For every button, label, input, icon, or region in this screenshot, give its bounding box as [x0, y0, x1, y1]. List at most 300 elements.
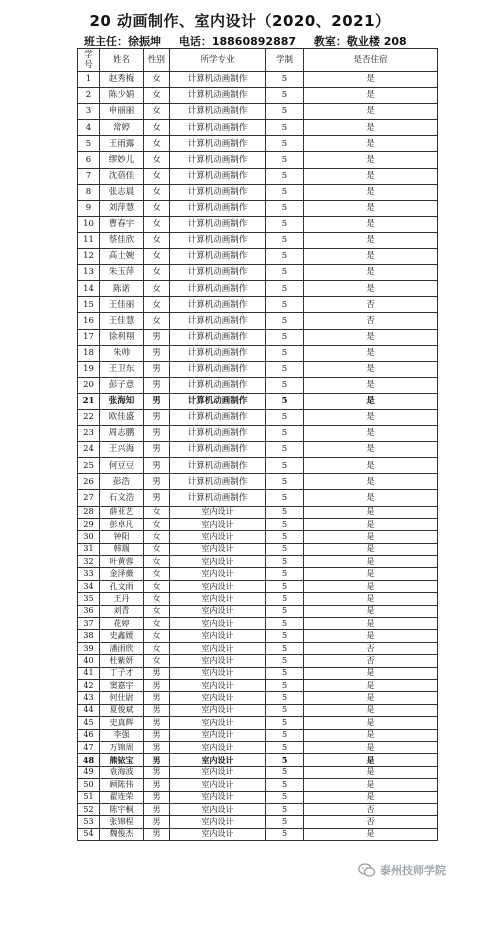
cell-major: 计算机动画制作: [170, 281, 266, 297]
cell-duration: 5: [266, 442, 304, 458]
cell-major: 室内设计: [170, 667, 266, 679]
cell-boarding: 是: [304, 442, 438, 458]
cell-duration: 5: [266, 531, 304, 543]
cell-duration: 5: [266, 297, 304, 313]
cell-gender: 女: [144, 556, 170, 568]
table-row: [78, 249, 438, 265]
cell-student-id: 38: [78, 630, 100, 642]
cell-name: 彭卓凡: [100, 518, 144, 530]
cell-major: 室内设计: [170, 803, 266, 815]
cell-major: 室内设计: [170, 605, 266, 617]
cell-major: 计算机动画制作: [170, 152, 266, 168]
cell-gender: 女: [144, 281, 170, 297]
cell-name: 陈少娟: [100, 88, 144, 104]
cell-duration: 5: [266, 345, 304, 361]
cell-gender: 男: [144, 791, 170, 803]
cell-duration: 5: [266, 704, 304, 716]
table-row: [78, 104, 438, 120]
cell-major: 室内设计: [170, 791, 266, 803]
cell-boarding: 否: [304, 297, 438, 313]
cell-gender: 男: [144, 692, 170, 704]
table-row: [78, 531, 438, 543]
cell-gender: 女: [144, 605, 170, 617]
cell-student-id: 30: [78, 531, 100, 543]
cell-student-id: 51: [78, 791, 100, 803]
cell-name: 万锦周: [100, 741, 144, 753]
cell-gender: 女: [144, 249, 170, 265]
cell-gender: 女: [144, 313, 170, 329]
cell-boarding: 是: [304, 630, 438, 642]
cell-name: 窦嘉宇: [100, 680, 144, 692]
cell-duration: 5: [266, 518, 304, 530]
cell-gender: 男: [144, 409, 170, 425]
cell-duration: 5: [266, 393, 304, 409]
cell-major: 室内设计: [170, 741, 266, 753]
cell-name: 张锦程: [100, 816, 144, 828]
cell-boarding: 是: [304, 120, 438, 136]
cell-boarding: 是: [304, 458, 438, 474]
cell-name: 刘青: [100, 605, 144, 617]
cell-gender: 女: [144, 136, 170, 152]
cell-student-id: 31: [78, 543, 100, 555]
cell-name: 史真辉: [100, 717, 144, 729]
cell-name: 朱玉萍: [100, 265, 144, 281]
cell-student-id: 41: [78, 667, 100, 679]
cell-duration: 5: [266, 642, 304, 654]
cell-major: 计算机动画制作: [170, 361, 266, 377]
cell-boarding: 否: [304, 313, 438, 329]
class-info: [84, 33, 474, 49]
cell-gender: 女: [144, 184, 170, 200]
cell-major: 计算机动画制作: [170, 136, 266, 152]
cell-boarding: 是: [304, 779, 438, 791]
cell-major: 室内设计: [170, 518, 266, 530]
cell-gender: 男: [144, 442, 170, 458]
table-row: [78, 655, 438, 667]
table-row: [78, 313, 438, 329]
table-row: [78, 426, 438, 442]
cell-student-id: 9: [78, 200, 100, 216]
table-row: [78, 543, 438, 555]
cell-student-id: 27: [78, 490, 100, 506]
cell-student-id: 28: [78, 506, 100, 518]
cell-student-id: 11: [78, 232, 100, 248]
cell-major: 室内设计: [170, 816, 266, 828]
student-id-header-char2: 号: [84, 60, 93, 70]
cell-student-id: 40: [78, 655, 100, 667]
table-row: [78, 490, 438, 506]
cell-student-id: 54: [78, 828, 100, 840]
cell-major: 计算机动画制作: [170, 329, 266, 345]
cell-boarding: 是: [304, 531, 438, 543]
teacher-label: 班主任：徐振坤: [84, 35, 161, 48]
table-row: [78, 593, 438, 605]
classroom-label: 教室：敬业楼 208: [313, 35, 407, 48]
cell-name: 魏俊杰: [100, 828, 144, 840]
cell-gender: 男: [144, 393, 170, 409]
cell-name: 花婷: [100, 618, 144, 630]
cell-duration: 5: [266, 803, 304, 815]
cell-student-id: 29: [78, 518, 100, 530]
cell-name: 顾陈伟: [100, 779, 144, 791]
cell-name: 赵秀梅: [100, 72, 144, 88]
cell-student-id: 25: [78, 458, 100, 474]
cell-major: 计算机动画制作: [170, 168, 266, 184]
cell-duration: 5: [266, 281, 304, 297]
cell-student-id: 22: [78, 409, 100, 425]
cell-student-id: 15: [78, 297, 100, 313]
column-header-name: 姓名: [100, 49, 144, 72]
cell-student-id: 3: [78, 104, 100, 120]
cell-student-id: 20: [78, 377, 100, 393]
cell-duration: 5: [266, 717, 304, 729]
cell-duration: 5: [266, 232, 304, 248]
table-row: [78, 393, 438, 409]
cell-name: 欧佳盛: [100, 409, 144, 425]
cell-student-id: 4: [78, 120, 100, 136]
cell-student-id: 17: [78, 329, 100, 345]
cell-student-id: 49: [78, 766, 100, 778]
cell-major: 计算机动画制作: [170, 377, 266, 393]
cell-major: 计算机动画制作: [170, 442, 266, 458]
table-row: [78, 442, 438, 458]
cell-duration: 5: [266, 458, 304, 474]
cell-name: 陈宇桐: [100, 803, 144, 815]
cell-name: 申丽丽: [100, 104, 144, 120]
cell-name: 朱帅: [100, 345, 144, 361]
cell-name: 孔文雨: [100, 580, 144, 592]
cell-student-id: 39: [78, 642, 100, 654]
cell-student-id: 8: [78, 184, 100, 200]
cell-boarding: 是: [304, 729, 438, 741]
cell-student-id: 35: [78, 593, 100, 605]
cell-gender: 男: [144, 426, 170, 442]
table-row: [78, 281, 438, 297]
cell-duration: 5: [266, 741, 304, 753]
cell-name: 陈诺: [100, 281, 144, 297]
cell-gender: 女: [144, 630, 170, 642]
table-row: [78, 265, 438, 281]
cell-major: 计算机动画制作: [170, 313, 266, 329]
cell-name: 杜紫妍: [100, 655, 144, 667]
cell-boarding: 是: [304, 72, 438, 88]
cell-student-id: 5: [78, 136, 100, 152]
cell-major: 计算机动画制作: [170, 265, 266, 281]
cell-student-id: 7: [78, 168, 100, 184]
cell-name: 王丹: [100, 593, 144, 605]
cell-gender: 女: [144, 200, 170, 216]
cell-duration: 5: [266, 426, 304, 442]
table-row: [78, 816, 438, 828]
cell-student-id: 45: [78, 717, 100, 729]
cell-duration: 5: [266, 120, 304, 136]
cell-gender: 女: [144, 506, 170, 518]
cell-boarding: 否: [304, 816, 438, 828]
table-row: [78, 741, 438, 753]
cell-boarding: 否: [304, 642, 438, 654]
cell-gender: 女: [144, 568, 170, 580]
cell-name: 钟阳: [100, 531, 144, 543]
cell-boarding: 是: [304, 361, 438, 377]
cell-gender: 男: [144, 490, 170, 506]
table-row: [78, 704, 438, 716]
cell-name: 王雨露: [100, 136, 144, 152]
cell-duration: 5: [266, 184, 304, 200]
cell-duration: 5: [266, 506, 304, 518]
cell-name: 王佳丽: [100, 297, 144, 313]
table-row: [78, 409, 438, 425]
cell-boarding: 否: [304, 655, 438, 667]
cell-duration: 5: [266, 605, 304, 617]
cell-duration: 5: [266, 72, 304, 88]
column-header-duration: 学制: [266, 49, 304, 72]
cell-gender: 男: [144, 667, 170, 679]
cell-boarding: 是: [304, 88, 438, 104]
cell-boarding: 是: [304, 232, 438, 248]
cell-major: 计算机动画制作: [170, 426, 266, 442]
cell-duration: 5: [266, 655, 304, 667]
cell-major: 室内设计: [170, 531, 266, 543]
cell-name: 王佳慧: [100, 313, 144, 329]
cell-major: 室内设计: [170, 828, 266, 840]
cell-name: 沈蓓佳: [100, 168, 144, 184]
cell-major: 室内设计: [170, 642, 266, 654]
table-row: [78, 361, 438, 377]
cell-boarding: 是: [304, 329, 438, 345]
cell-gender: 男: [144, 345, 170, 361]
cell-duration: 5: [266, 618, 304, 630]
cell-gender: 女: [144, 543, 170, 555]
cell-major: 室内设计: [170, 655, 266, 667]
wechat-logo-icon: [358, 863, 376, 878]
cell-gender: 男: [144, 754, 170, 766]
cell-major: 室内设计: [170, 543, 266, 555]
cell-student-id: 26: [78, 474, 100, 490]
cell-boarding: 是: [304, 281, 438, 297]
cell-duration: 5: [266, 200, 304, 216]
cell-duration: 5: [266, 580, 304, 592]
cell-student-id: 13: [78, 265, 100, 281]
cell-student-id: 46: [78, 729, 100, 741]
cell-student-id: 1: [78, 72, 100, 88]
cell-name: 熊铱宝: [100, 754, 144, 766]
table-row: [78, 168, 438, 184]
table-row: [78, 216, 438, 232]
column-header-gender: 性别: [144, 49, 170, 72]
cell-major: 计算机动画制作: [170, 458, 266, 474]
cell-major: 计算机动画制作: [170, 474, 266, 490]
cell-student-id: 12: [78, 249, 100, 265]
cell-name: 李强: [100, 729, 144, 741]
cell-boarding: 是: [304, 104, 438, 120]
cell-boarding: 是: [304, 568, 438, 580]
table-body: [78, 72, 438, 841]
table-row: [78, 120, 438, 136]
cell-gender: 男: [144, 704, 170, 716]
cell-boarding: 是: [304, 518, 438, 530]
cell-boarding: 是: [304, 556, 438, 568]
cell-name: 金泽薇: [100, 568, 144, 580]
cell-boarding: 是: [304, 426, 438, 442]
cell-duration: 5: [266, 216, 304, 232]
cell-duration: 5: [266, 104, 304, 120]
cell-name: 韩瑞: [100, 543, 144, 555]
cell-duration: 5: [266, 593, 304, 605]
cell-name: 潘雨欣: [100, 642, 144, 654]
table-row: [78, 518, 438, 530]
cell-major: 计算机动画制作: [170, 72, 266, 88]
cell-major: 计算机动画制作: [170, 216, 266, 232]
cell-name: 常婷: [100, 120, 144, 136]
cell-major: 计算机动画制作: [170, 184, 266, 200]
cell-student-id: 47: [78, 741, 100, 753]
cell-boarding: 是: [304, 409, 438, 425]
cell-duration: 5: [266, 313, 304, 329]
cell-major: 计算机动画制作: [170, 200, 266, 216]
cell-major: 室内设计: [170, 568, 266, 580]
cell-student-id: 21: [78, 393, 100, 409]
cell-major: 室内设计: [170, 593, 266, 605]
cell-gender: 男: [144, 729, 170, 741]
cell-major: 室内设计: [170, 692, 266, 704]
cell-boarding: 是: [304, 152, 438, 168]
table-row: [78, 136, 438, 152]
cell-gender: 男: [144, 458, 170, 474]
table-row: [78, 729, 438, 741]
cell-gender: 女: [144, 72, 170, 88]
column-header-major: 所学专业: [170, 49, 266, 72]
cell-major: 室内设计: [170, 618, 266, 630]
cell-gender: 男: [144, 474, 170, 490]
cell-student-id: 53: [78, 816, 100, 828]
cell-boarding: 是: [304, 265, 438, 281]
cell-name: 曹春宇: [100, 216, 144, 232]
table-row: [78, 377, 438, 393]
cell-duration: 5: [266, 249, 304, 265]
table-row: [78, 329, 438, 345]
page-title: 20 动画制作、室内设计（2020、2021）: [89, 12, 391, 30]
cell-student-id: 14: [78, 281, 100, 297]
cell-gender: 女: [144, 580, 170, 592]
cell-duration: 5: [266, 329, 304, 345]
table-row: [78, 803, 438, 815]
cell-gender: 女: [144, 232, 170, 248]
table-row: [78, 779, 438, 791]
phone-label: 电话：18860892887: [178, 35, 297, 48]
cell-major: 室内设计: [170, 680, 266, 692]
cell-student-id: 33: [78, 568, 100, 580]
student-roster-table: [77, 48, 438, 841]
cell-duration: 5: [266, 543, 304, 555]
cell-major: 计算机动画制作: [170, 297, 266, 313]
cell-gender: 男: [144, 377, 170, 393]
cell-gender: 女: [144, 655, 170, 667]
cell-gender: 女: [144, 216, 170, 232]
cell-duration: 5: [266, 754, 304, 766]
cell-duration: 5: [266, 490, 304, 506]
cell-gender: 女: [144, 168, 170, 184]
cell-gender: 男: [144, 717, 170, 729]
cell-gender: 男: [144, 766, 170, 778]
cell-boarding: 是: [304, 184, 438, 200]
cell-student-id: 2: [78, 88, 100, 104]
cell-boarding: 是: [304, 593, 438, 605]
cell-major: 计算机动画制作: [170, 232, 266, 248]
cell-boarding: 否: [304, 803, 438, 815]
cell-name: 缪妙儿: [100, 152, 144, 168]
cell-duration: 5: [266, 377, 304, 393]
cell-student-id: 52: [78, 803, 100, 815]
cell-student-id: 36: [78, 605, 100, 617]
cell-name: 何仕尉: [100, 692, 144, 704]
cell-boarding: 是: [304, 692, 438, 704]
student-id-header-char1: 学: [84, 50, 93, 60]
cell-gender: 男: [144, 361, 170, 377]
cell-duration: 5: [266, 667, 304, 679]
cell-student-id: 44: [78, 704, 100, 716]
cell-boarding: 是: [304, 506, 438, 518]
cell-boarding: 是: [304, 377, 438, 393]
cell-gender: 男: [144, 680, 170, 692]
cell-major: 计算机动画制作: [170, 88, 266, 104]
table-header-row: [78, 49, 438, 72]
cell-student-id: 43: [78, 692, 100, 704]
cell-name: 袁海波: [100, 766, 144, 778]
cell-boarding: 是: [304, 667, 438, 679]
cell-name: 徐利翔: [100, 329, 144, 345]
cell-gender: 男: [144, 779, 170, 791]
cell-name: 张海知: [100, 393, 144, 409]
cell-name: 周志鹏: [100, 426, 144, 442]
cell-boarding: 是: [304, 249, 438, 265]
cell-major: 室内设计: [170, 729, 266, 741]
cell-boarding: 是: [304, 345, 438, 361]
cell-gender: 女: [144, 642, 170, 654]
cell-gender: 女: [144, 120, 170, 136]
cell-name: 薛亚艺: [100, 506, 144, 518]
table-row: [78, 458, 438, 474]
cell-student-id: 50: [78, 779, 100, 791]
cell-name: 石文浩: [100, 490, 144, 506]
cell-gender: 女: [144, 297, 170, 313]
cell-boarding: 是: [304, 168, 438, 184]
watermark: [358, 862, 446, 878]
cell-major: 计算机动画制作: [170, 490, 266, 506]
cell-duration: 5: [266, 474, 304, 490]
table-row: [78, 828, 438, 840]
cell-gender: 男: [144, 816, 170, 828]
cell-gender: 女: [144, 618, 170, 630]
cell-boarding: 是: [304, 791, 438, 803]
cell-duration: 5: [266, 766, 304, 778]
cell-name: 叶黄蓉: [100, 556, 144, 568]
cell-boarding: 是: [304, 605, 438, 617]
cell-duration: 5: [266, 630, 304, 642]
cell-major: 室内设计: [170, 779, 266, 791]
cell-major: 计算机动画制作: [170, 120, 266, 136]
cell-duration: 5: [266, 692, 304, 704]
cell-gender: 男: [144, 803, 170, 815]
table-row: [78, 766, 438, 778]
table-row: [78, 580, 438, 592]
cell-boarding: 是: [304, 393, 438, 409]
cell-boarding: 是: [304, 704, 438, 716]
cell-major: 室内设计: [170, 506, 266, 518]
cell-student-id: 23: [78, 426, 100, 442]
cell-boarding: 是: [304, 741, 438, 753]
table-row: [78, 791, 438, 803]
cell-student-id: 24: [78, 442, 100, 458]
